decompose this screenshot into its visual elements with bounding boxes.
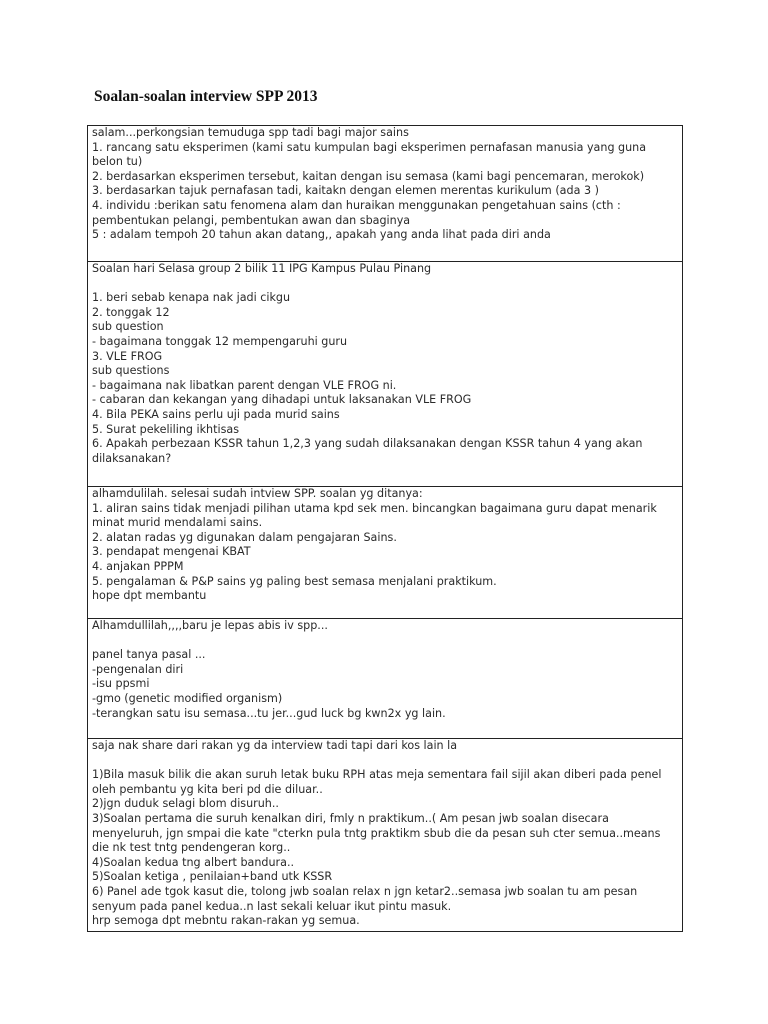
entry-text-line: -isu ppsmi [92, 677, 150, 691]
entry-text-line: - bagaimana tonggak 12 mempengaruhi guru [92, 334, 348, 348]
entry-text-line: 4. Bila PEKA sains perlu uji pada murid sains [92, 407, 340, 421]
entry-text-line: 3. berdasarkan tajuk pernafasan tadi, kaitakn dengan elemen merentas kurikulum (ada 3 ) [92, 184, 599, 198]
entry-text-line: saja nak share dari rakan yg da interview tadi tapi dari kos lain la [92, 739, 458, 752]
entry-text-line: salam...perkongsian temuduga spp tadi bagi major sains [92, 126, 409, 139]
entry-text-line: 1. rancang satu eksperimen (kami satu kumpulan bagi eksperimen pernafasan manusia yang guna [92, 140, 647, 154]
entry-text-line: 3. VLE FROG [92, 349, 163, 363]
entry-text-line: menyeluruh, jgn smpai die kate "cterkn pula tntg praktikm sbub die da pesan suh cter semua..means [92, 826, 661, 840]
entry-text-line: alhamdulilah. selesai sudah intview SPP. soalan yg ditanya: [92, 487, 423, 500]
entry-text-line: 6. Apakah perbezaan KSSR tahun 1,2,3 yang sudah dilaksanakan dengan KSSR tahun 4 yang akan [92, 437, 643, 451]
entry-text-line: 2. alatan radas yg digunakan dalam pengajaran Sains. [92, 530, 397, 544]
entry-text-line: panel tanya pasal ... [92, 648, 206, 662]
entry-text-line: 6) Panel ade tgok kasut die, tolong jwb soalan relax n jgn ketar2..semasa jwb soalan tu am pesan [92, 884, 638, 898]
entry-text-line: - cabaran dan kekangan yang dihadapi untuk laksanakan VLE FROG [92, 393, 472, 407]
entry-text-line: 3. pendapat mengenai KBAT [92, 545, 251, 559]
entry-text-line: 5 : adalam tempoh 20 tahun akan datang,, apakah yang anda lihat pada diri anda [92, 228, 551, 242]
entry-text-line: 4)Soalan kedua tng albert bandura.. [92, 855, 295, 869]
entry-text-line: 1. aliran sains tidak menjadi pilihan utama kpd sek men. bincangkan bagaimana guru dapat menarik [92, 501, 657, 515]
entry-cell [88, 738, 682, 931]
entry-cell [88, 126, 682, 261]
entry-text-line: - bagaimana nak libatkan parent dengan VLE FROG ni. [92, 378, 397, 392]
entry-text-line: sub question [92, 320, 164, 334]
entry-cell [88, 618, 682, 738]
entry-text-line: oleh pembantu yg kita beri pd die diluar.. [92, 782, 323, 796]
entry-text-line: -gmo (genetic modified organism) [92, 691, 283, 705]
entry-text-line: Soalan hari Selasa group 2 bilik 11 IPG Kampus Pulau Pinang [92, 262, 432, 275]
entry-text-line: 3)Soalan pertama die suruh kenalkan diri, fmly n praktikum..( Am pesan jwb soalan disecara [92, 811, 609, 825]
entry-text-line [92, 634, 677, 649]
entry-text-line: senyum pada panel kedua..n last sekali keluar ikut pintu masuk. [92, 899, 452, 913]
entry-text-line: 4. individu :berikan satu fenomena alam dan huraikan menggunakan pengetahuan sains (cth : [92, 198, 621, 212]
entry-text-line: 1)Bila masuk bilik die akan suruh letak buku RPH atas meja sementara fail sijil akan diberi pada penel [92, 768, 662, 782]
entry-text-line: hope dpt membantu [92, 589, 207, 603]
entry-cell [88, 261, 682, 486]
entry-text-line: -pengenalan diri [92, 662, 184, 676]
entry-text-line: -terangkan satu isu semasa...tu jer...gud luck bg kwn2x yg lain. [92, 706, 446, 720]
entry-text-line: 2)jgn duduk selagi blom disuruh.. [92, 797, 279, 811]
entry-text-line: pembentukan pelangi, pembentukan awan dan sbaginya [92, 213, 411, 227]
entry-text-line: 5)Soalan ketiga , penilaian+band utk KSSR [92, 870, 333, 884]
entry-text-line: sub questions [92, 364, 170, 378]
entry-text-line: 5. Surat pekeliling ikhtisas [92, 422, 240, 436]
entry-text-line: dilaksanakan? [92, 451, 172, 465]
entry-text-line: Alhamdullilah,,,,baru je lepas abis iv spp... [92, 619, 328, 632]
entry-text-line: minat murid mendalami sains. [92, 516, 263, 530]
entry-text-line: hrp semoga dpt mebntu rakan-rakan yg semua. [92, 914, 360, 928]
entry-text-line [92, 754, 677, 769]
entry-text-line: 2. tonggak 12 [92, 305, 170, 319]
entry-text-line: belon tu) [92, 155, 143, 169]
interview-table [87, 125, 683, 932]
document-title: Soalan-soalan interview SPP 2013 [94, 88, 318, 105]
entry-cell [88, 486, 682, 618]
entry-text-line: 2. berdasarkan eksperimen tersebut, kaitan dengan isu semasa (kami bagi pencemaran, merokok) [92, 169, 645, 183]
entry-text-line: die nk test tntg pendengeran korg.. [92, 841, 291, 855]
entry-text-line: 5. pengalaman & P&P sains yg paling best semasa menjalani praktikum. [92, 574, 497, 588]
entry-text-line: 4. anjakan PPPM [92, 559, 184, 573]
entry-text-line [92, 277, 677, 292]
entry-text-line: 1. beri sebab kenapa nak jadi cikgu [92, 291, 291, 305]
